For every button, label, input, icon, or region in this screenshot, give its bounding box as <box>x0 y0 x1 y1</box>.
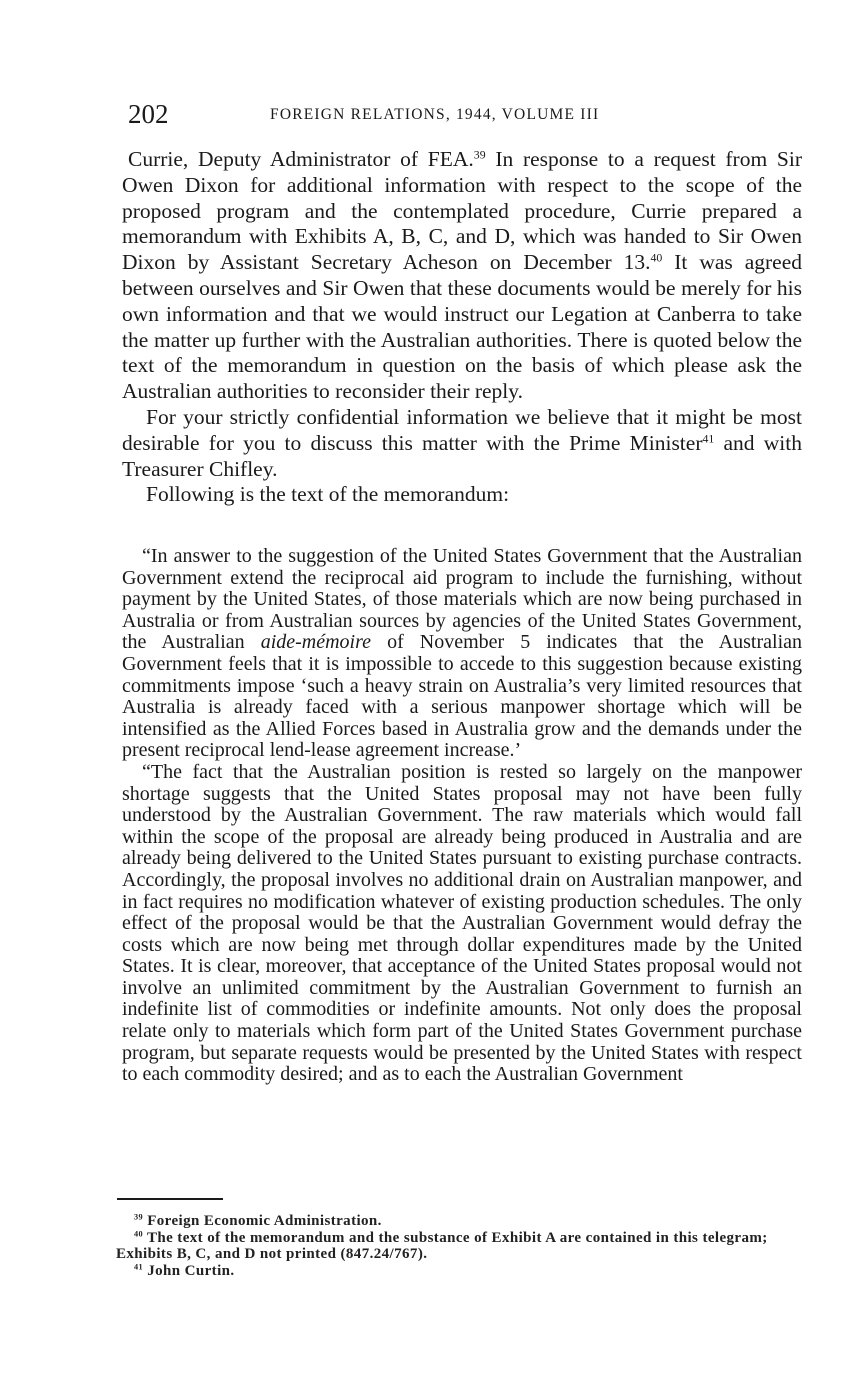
footnotes <box>116 1213 796 1279</box>
body-paragraph-3: Following is the text of the memorandum: <box>146 482 510 507</box>
footnote-40: $^{40}$ The text of the memorandum and the substance of Exhibit A are contained in this telegram; Exhibits B, C, and D not printed (847.24/767). <box>116 1229 768 1262</box>
body-paragraph-2: For your strictly confidential information we believe that it might be most desirable for you to discuss this matter with the Prime Minister$^{41}$ and with Treasurer Chifley. <box>122 404 802 481</box>
quote-paragraph-1: “In answer to the suggestion of the United States Government that the Australian Government extend the reciprocal aid program to include the furnishing, without payment by the United States, of those materials which are now being purchased in Australia or from Australian sources by agencies of the United States Government, the Australian aide-mémoire of November 5 indicates that the Australian Government feels that it is impossible to accede to this suggestion because existing commitments impose ‘such a heavy strain on Australia’s very limited resources that Australia is already faced with a serious manpower shortage which will be intensified as the Allied Forces based in Australia grow and the demands under the present reciprocal lend-lease agreement increase.’ <box>122 545 803 762</box>
body-paragraph-1: Currie, Deputy Administrator of FEA.$^{39}$ In response to a request from Sir Owen Dixon for additional information with respect to the scope of the proposed program and the contemplated procedure, Currie prepared a memorandum with Exhibits A, B, C, and D, which was handed to Sir Owen Dixon by Assistant Secretary Acheson on December 13.40 It was agreed between ourselves and Sir Owen that these documents would be merely for his own information and that we would instruct our Legation at Canberra to take the matter up further with the Australian authorities. There is quoted below the text of the memorandum in question on the basis of which please ask the Australian authorities to reconsider their reply. <box>122 147 803 404</box>
footnote-ref-41[interactable]: 41 <box>702 431 715 446</box>
footnote-divider <box>117 1198 223 1200</box>
page-header <box>128 98 818 134</box>
footnote-39: $^{39}$ Foreign Economic Administration. <box>134 1212 382 1229</box>
italic-term: aide-mémoire <box>260 631 372 654</box>
memorandum-quote <box>122 546 802 1086</box>
running-title: FOREIGN RELATIONS, 1944, VOLUME III <box>270 106 600 123</box>
footnote-41: $^{41}$ John Curtin. <box>134 1262 235 1279</box>
footnote-ref-39[interactable]: 39 <box>473 147 486 162</box>
footnote-ref-40[interactable]: 40 <box>650 250 663 265</box>
page-number: 202 <box>128 99 169 129</box>
quote-paragraph-2: “The fact that the Australian position is rested so largely on the manpower shortage suggests that the United States proposal may not have been fully understood by the Australian Government. The raw materials which would fall within the scope of the proposal are already being produced in Australia and are already being delivered to the United States pursuant to existing purchase contracts. Accordingly, the proposal involves no additional drain on Australian manpower, and in fact requires no modification whatever of existing production schedules. The only effect of the proposal would be that the Australian Government would defray the costs which are now being met through dollar expenditures made by the United States. It is clear, moreover, that acceptance of the United States proposal would not involve an unlimited commitment by the Australian Government to furnish an indefinite list of commodities or indefinite amounts. Not only does the proposal relate only to materials which form part of the United States Government purchase program, but separate requests would be presented by the United States with respect to each commodity desired; and as to each the Australian Government <box>122 760 802 1086</box>
body-text <box>122 147 802 508</box>
